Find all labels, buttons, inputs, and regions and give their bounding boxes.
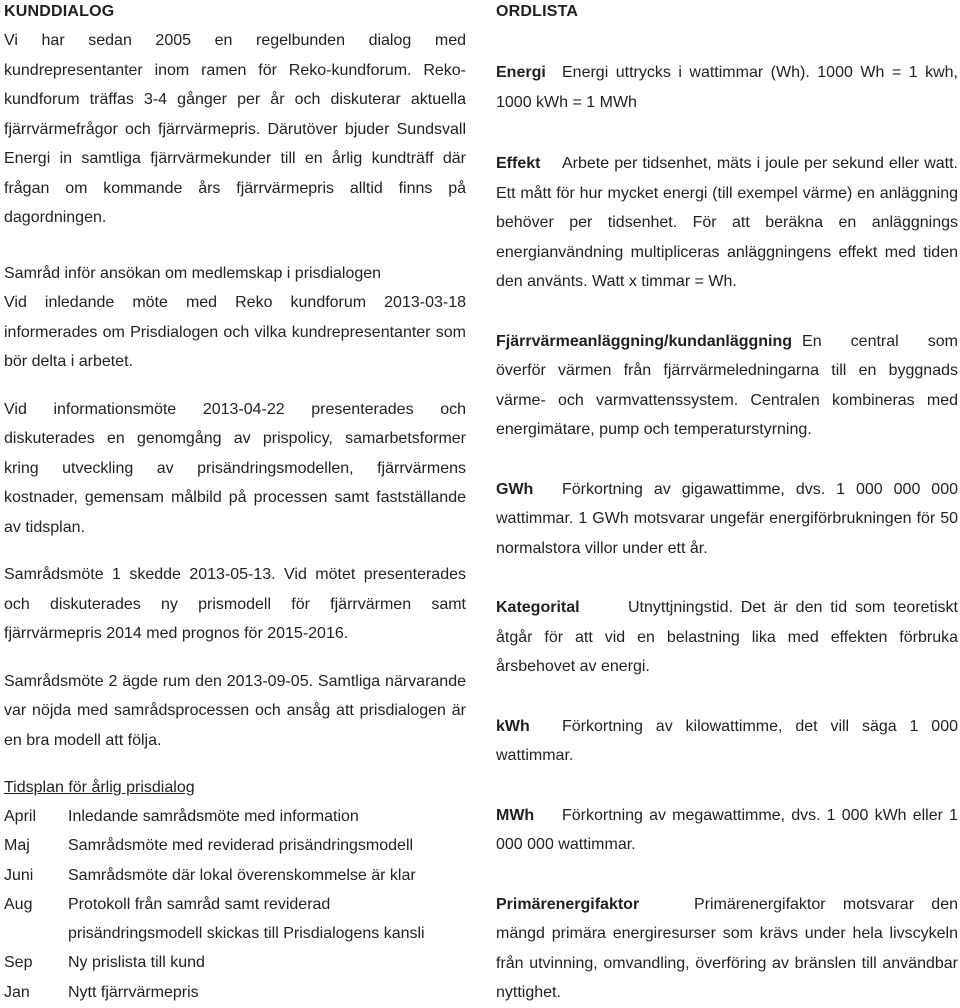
tidsplan-activity: Samrådsmöte med reviderad prisändringsmodell — [68, 837, 414, 855]
tidsplan-row — [4, 978, 466, 1007]
tidsplan-activity: Inledande samrådsmöte med information — [68, 808, 359, 825]
tidsplan-row — [4, 831, 466, 860]
glossary-definition: Förkortning av gigawattimme, dvs. 1 000 000 000 wattimmar. 1 GWh motsvarar ungefär energiförbrukningen för 50 normalstora villor under ett år. — [496, 480, 958, 557]
tidsplan-section — [4, 773, 466, 1007]
glossary-entry-fjarrvarmeanlaggning — [496, 327, 958, 445]
spacer — [496, 297, 958, 327]
glossary-term: GWh — [496, 480, 534, 498]
spacer — [496, 563, 958, 593]
spacer — [496, 445, 958, 475]
spacer — [4, 233, 466, 259]
glossary-definition: Utnyttjningstid. Det är den tid som teoretiskt åtgår för att vid en belastning lika med effekten förbruka årsbehovet av energi. — [496, 599, 958, 675]
spacer — [4, 755, 466, 773]
tidsplan-activity: Samrådsmöte där lokal överenskommelse är klar — [68, 866, 416, 884]
spacer — [4, 649, 466, 667]
glossary-entry-kwh — [496, 712, 958, 771]
spacer — [496, 771, 958, 801]
tidsplan-month: Aug — [4, 895, 33, 913]
samrad-paragraph-1: Vid inledande möte med Reko kundforum 2013-03-18 informerades om Prisdialogen och vilka kundrepresentanter som bör delta i arbetet. — [4, 294, 466, 370]
spacer — [496, 22, 958, 58]
spacer — [496, 117, 958, 149]
glossary-term: Effekt — [496, 155, 541, 172]
tidsplan-month: Juni — [4, 866, 34, 884]
glossary-definition: Arbete per tidsenhet, mäts i joule per sekund eller watt. Ett mått för hur mycket energi (till exempel värme) en anläggning behöver per tidsenhet. För att beräkna en anläggnings energianvändning multipliceras anläggningens effekt med tiden den använts. Watt x timmar = Wh. — [496, 155, 958, 290]
spacer — [496, 682, 958, 712]
glossary-definition: En central som överför värmen från fjärrvärmeledningarna till en byggnads värme- och varmvattenssystem. Centralen kombineras med energimätare, pump och temperaturstyrning. — [496, 332, 958, 438]
tidsplan-month: Jan — [4, 983, 30, 1001]
glossary-entry-effekt — [496, 149, 958, 297]
glossary-term: Kategorital — [496, 599, 580, 616]
glossary-entry-mwh — [496, 801, 958, 860]
tidsplan-activity: Ny prislista till kund — [68, 954, 205, 972]
ordlista-heading: ORDLISTA — [496, 3, 579, 20]
glossary-entry-primarenergifaktor — [496, 890, 958, 1008]
glossary-term: Energi — [496, 64, 546, 81]
samrad-heading: Samråd inför ansökan om medlemskap i prisdialogen — [4, 264, 382, 282]
samrad-paragraph-2: Vid informationsmöte 2013-04-22 presenterades och diskuterades en genomgång av prispolicy, samarbetsformer kring utveckling av prisändringsmodellen, fjärrvärmens kostnader, gemensam målbild på processen samt fastställande av tidsplan. — [4, 400, 466, 536]
samrad-section — [4, 259, 466, 756]
right-column — [496, 0, 958, 1008]
glossary-term: Primärenergifaktor — [496, 895, 640, 913]
tidsplan-row — [4, 861, 466, 890]
glossary-entry-kategorital — [496, 593, 958, 682]
spacer — [4, 377, 466, 395]
spacer — [496, 860, 958, 890]
glossary-entry-energi — [496, 58, 958, 117]
tidsplan-month: Sep — [4, 954, 33, 972]
samrad-paragraph-3: Samrådsmöte 1 skedde 2013-05-13. Vid mötet presenterades och diskuterades ny prismodell för fjärrvärmen samt fjärrvärmepris 2014 med prognos för 2015-2016. — [4, 566, 466, 642]
tidsplan-row — [4, 948, 466, 977]
glossary-term: Fjärrvärmeanläggning/kundanläggning — [496, 332, 793, 350]
kunddialog-section — [4, 2, 466, 233]
left-column — [4, 0, 466, 1007]
tidsplan-activity: Nytt fjärrvärmepris — [68, 983, 199, 1001]
spacer — [4, 542, 466, 560]
tidsplan-activity: Protokoll från samråd samt reviderad prisändringsmodell skickas till Prisdialogens kansli — [68, 895, 425, 943]
glossary-term: kWh — [496, 717, 530, 735]
tidsplan-month: Maj — [4, 837, 30, 855]
glossary-definition: Energi uttrycks i wattimmar (Wh). 1000 Wh = 1 kwh, 1000 kWh = 1 MWh — [496, 64, 958, 111]
kunddialog-heading: KUNDDIALOG — [4, 3, 115, 20]
glossary-definition: Primärenergifaktor motsvarar den mängd primära energiresurser som krävs under hela livscykeln från utvinning, omvandling, överföring av bränslen till användbar nyttighet. — [496, 895, 958, 1001]
glossary-definition: Förkortning av kilowattimme, det vill säga 1 000 wattimmar. — [496, 717, 958, 764]
glossary-term: MWh — [496, 806, 535, 824]
glossary-entry-gwh — [496, 475, 958, 564]
glossary-definition: Förkortning av megawattimme, dvs. 1 000 kWh eller 1 000 000 wattimmar. — [496, 806, 958, 853]
tidsplan-title: Tidsplan för årlig prisdialog — [4, 779, 195, 796]
kunddialog-text: Vi har sedan 2005 en regelbunden dialog med kundrepresentanter inom ramen för Reko-kundforum. Reko-kundforum träffas 3-4 gånger per år och diskuterar aktuella fjärrvärmefrågor och fjärrvärmepris. Därutöver bjuder Sundsvall Energi in samtliga fjärrvärmekunder till en årlig kundträff där frågan om kommande års fjärrvärmepris alltid finns på dagordningen. — [4, 32, 466, 226]
tidsplan-row — [4, 890, 466, 949]
tidsplan-row — [4, 802, 466, 831]
samrad-paragraph-4: Samrådsmöte 2 ägde rum den 2013-09-05. Samtliga närvarande var nöjda med samrådsprocessen och ansåg att prisdialogen är en bra modell att följa. — [4, 672, 466, 749]
tidsplan-month: April — [4, 808, 37, 825]
